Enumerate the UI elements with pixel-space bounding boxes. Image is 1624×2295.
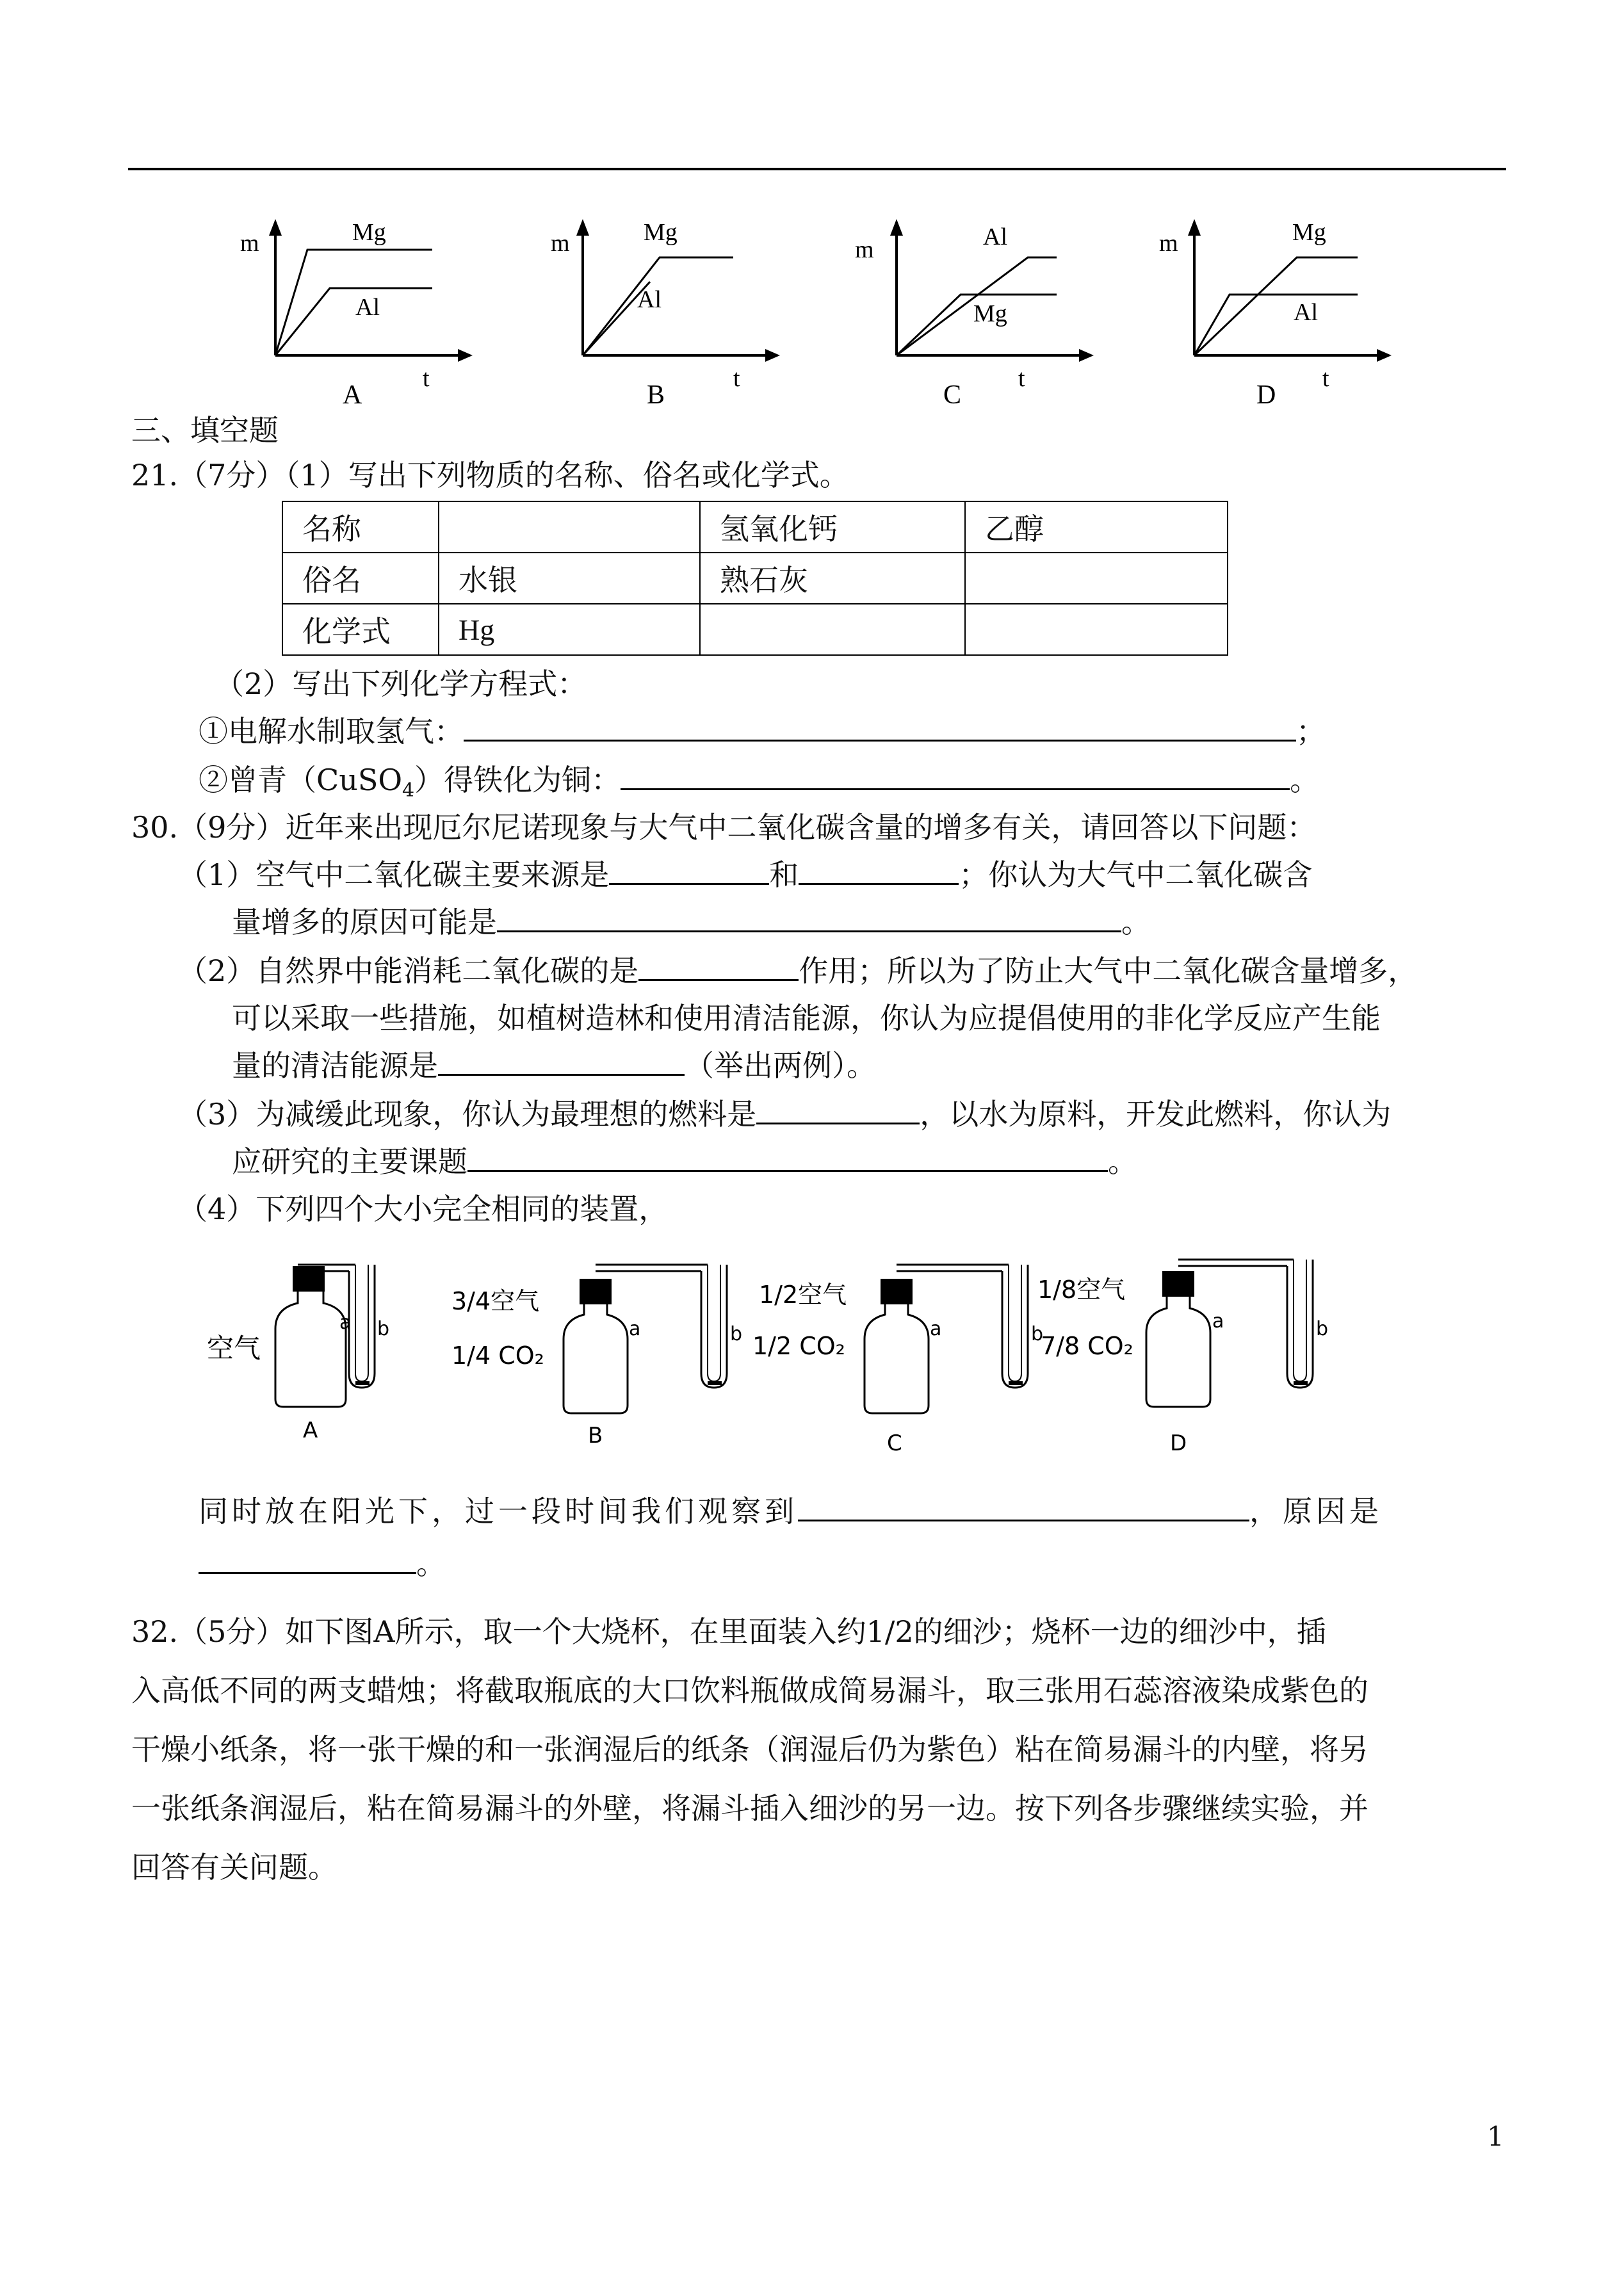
table-cell: 乙醇 <box>965 501 1228 553</box>
eq1-label: ①电解水制取氢气： <box>199 714 464 749</box>
observation-blank[interactable] <box>798 1494 1249 1521</box>
section-title: 三、填空题 <box>131 413 279 448</box>
substance-table <box>282 501 1228 656</box>
eq2-end: 。 <box>1290 763 1320 797</box>
graph-a <box>231 211 499 423</box>
tube-b-label: b <box>377 1318 390 1340</box>
q30-p3-line2 <box>232 1142 1137 1181</box>
q30-p1-text-b: 和 <box>769 857 799 892</box>
q30-reason-line <box>199 1545 446 1583</box>
table-cell: 名称 <box>282 501 439 553</box>
apparatus-letter: D <box>1170 1431 1187 1456</box>
q30-p1-text-a: （1）空气中二氧化碳主要来源是 <box>178 857 610 892</box>
clean-energy-blank[interactable] <box>438 1048 685 1076</box>
gas-label-1: 空气 <box>207 1333 261 1364</box>
q30-p3-text-d: 。 <box>1108 1144 1137 1179</box>
table-cell: 水银 <box>439 553 700 604</box>
apparatus-letter: C <box>887 1431 902 1456</box>
table-row <box>282 501 1228 553</box>
y-axis-label: m <box>240 230 259 257</box>
q32-line-1: 32.（5分）如下图A所示，取一个大烧杯，在里面装入约1/2的细沙；烧杯一边的细沙中，插 <box>131 1614 1326 1649</box>
curve-label-bottom: Al <box>637 286 662 313</box>
graph-letter: C <box>943 380 962 410</box>
q30-p3-text-b: ，以水为原料，开发此燃料，你认为 <box>920 1097 1392 1131</box>
table-cell: Hg <box>439 604 700 655</box>
tube-b-label: b <box>1316 1318 1329 1340</box>
table-row <box>282 553 1228 604</box>
apparatus-a <box>202 1245 394 1463</box>
eq1-answer-blank[interactable] <box>464 714 1296 742</box>
curve-label-top: Mg <box>352 219 386 246</box>
eq2-answer-blank[interactable] <box>621 763 1290 790</box>
q30-p2-line2: 可以采取一些措施，如植树造林和使用清洁能源，你认为应提倡使用的非化学反应产生能 <box>232 1001 1381 1035</box>
eq2-subscript: 4 <box>402 779 415 802</box>
curve-label-bottom: Al <box>355 294 380 321</box>
eq2-label-post: ）得铁化为铜： <box>414 763 621 797</box>
tube-b-label: b <box>730 1323 743 1345</box>
apparatus-d <box>1034 1245 1342 1463</box>
co2-source-blank-2[interactable] <box>799 857 959 885</box>
co2-increase-reason-blank[interactable] <box>497 905 1121 932</box>
q30-p3-text-c: 应研究的主要课题 <box>232 1144 467 1179</box>
y-axis-label: m <box>1159 230 1178 257</box>
research-topic-blank[interactable] <box>467 1144 1108 1172</box>
q21-part2: （2）写出下列化学方程式： <box>215 667 587 701</box>
q30-p1-text-e: 。 <box>1121 905 1151 939</box>
tube-a-label: a <box>930 1318 942 1340</box>
q30-p2-line3 <box>232 1046 876 1085</box>
q30-p2-text-b: 作用；所以为了防止大气中二氧化碳含量增多， <box>799 953 1418 988</box>
curve-label-bottom: Al <box>1294 299 1318 326</box>
curve-label-top: Mg <box>1292 219 1326 246</box>
table-cell: 化学式 <box>282 604 439 655</box>
page-number: 1 <box>1487 2121 1504 2152</box>
graph-c <box>852 211 1121 423</box>
tube-a-label: a <box>629 1318 641 1340</box>
q30-observation-line <box>199 1492 1383 1530</box>
q30-p2-text-d: 量的清洁能源是 <box>232 1048 438 1083</box>
q30-p1-text-d: 量增多的原因可能是 <box>232 905 497 939</box>
graph-letter: A <box>343 380 362 410</box>
table-cell: 熟石灰 <box>700 553 965 604</box>
gas-label-1: 1/2空气 <box>759 1281 847 1309</box>
q30-p1-line1 <box>178 856 1312 894</box>
apparatus-b <box>448 1245 756 1463</box>
x-axis-label: t <box>1018 365 1025 392</box>
curve-label-top: Mg <box>644 219 678 246</box>
q32-line-4: 一张纸条润湿后，粘在简易漏斗的外壁，将漏斗插入细沙的另一边。按下列各步骤继续实验，并 <box>131 1791 1368 1826</box>
q30-obs-text-b: ，原因是 <box>1249 1494 1383 1529</box>
co2-consumption-blank[interactable] <box>638 953 799 981</box>
table-row <box>282 604 1228 655</box>
curve-label-bottom: Mg <box>973 300 1007 327</box>
q30-p3-line1 <box>178 1095 1391 1133</box>
q30-p2-text-e: （举出两例）。 <box>685 1048 876 1083</box>
tube-a-label: a <box>339 1311 352 1334</box>
graph-b <box>541 211 810 423</box>
q30-intro: 30.（9分）近年来出现厄尔尼诺现象与大气中二氧化碳含量的增多有关，请回答以下问题： <box>131 810 1317 845</box>
q21-eq2 <box>199 761 1319 810</box>
q30-p2-text-a: （2）自然界中能消耗二氧化碳的是 <box>178 953 639 988</box>
gas-label-1: 1/8空气 <box>1037 1276 1126 1304</box>
y-axis-label: m <box>855 236 874 263</box>
q30-p1-text-c: ；你认为大气中二氧化碳含 <box>959 857 1313 892</box>
x-axis-label: t <box>1322 365 1329 392</box>
reason-blank[interactable] <box>199 1546 416 1574</box>
q30-obs-end: 。 <box>416 1546 446 1581</box>
ideal-fuel-blank[interactable] <box>756 1097 920 1124</box>
q30-obs-text-a: 同时放在阳光下，过一段时间我们观察到 <box>199 1494 798 1529</box>
curve-label-top: Al <box>983 223 1007 250</box>
table-cell <box>700 604 965 655</box>
q30-p2-line1 <box>178 952 1417 990</box>
graph-letter: D <box>1256 380 1276 410</box>
table-cell <box>439 501 700 553</box>
table-cell: 氢氧化钙 <box>700 501 965 553</box>
tube-a-label: a <box>1212 1310 1224 1333</box>
header-rule <box>128 168 1506 170</box>
tube-b-label: b <box>1031 1323 1044 1345</box>
table-cell: 俗名 <box>282 553 439 604</box>
q21-intro: 21.（7分）（1）写出下列物质的名称、俗名或化学式。 <box>131 458 849 492</box>
eq2-label-pre: ②曾青（CuSO <box>199 763 403 797</box>
co2-source-blank-1[interactable] <box>609 857 769 885</box>
apparatus-letter: A <box>303 1418 318 1443</box>
gas-label-1: 3/4空气 <box>451 1287 540 1315</box>
table-cell <box>965 604 1228 655</box>
gas-label-2: 1/4 CO₂ <box>451 1342 544 1370</box>
apparatus-letter: B <box>588 1423 603 1448</box>
q21-eq1 <box>199 712 1326 750</box>
eq1-end: ； <box>1296 714 1326 749</box>
q30-p1-line2 <box>232 903 1151 941</box>
q32-line-5: 回答有关问题。 <box>131 1850 337 1885</box>
x-axis-label: t <box>733 365 740 392</box>
gas-label-2: 7/8 CO₂ <box>1041 1332 1133 1360</box>
graph-letter: B <box>647 380 665 410</box>
y-axis-label: m <box>551 230 570 257</box>
gas-label-2: 1/2 CO₂ <box>752 1332 845 1360</box>
graph-d <box>1159 211 1428 423</box>
q32-line-2: 入高低不同的两支蜡烛；将截取瓶底的大口饮料瓶做成简易漏斗，取三张用石蕊溶液染成紫色的 <box>131 1673 1368 1708</box>
q30-p3-text-a: （3）为减缓此现象，你认为最理想的燃料是 <box>178 1097 757 1131</box>
x-axis-label: t <box>423 365 430 392</box>
q30-p4: （4）下列四个大小完全相同的装置， <box>178 1192 669 1226</box>
q32-line-3: 干燥小纸条，将一张干燥的和一张润湿后的纸条（润湿后仍为紫色）粘在简易漏斗的内壁，将另 <box>131 1732 1368 1767</box>
table-cell <box>965 553 1228 604</box>
apparatus-c <box>749 1245 1057 1463</box>
